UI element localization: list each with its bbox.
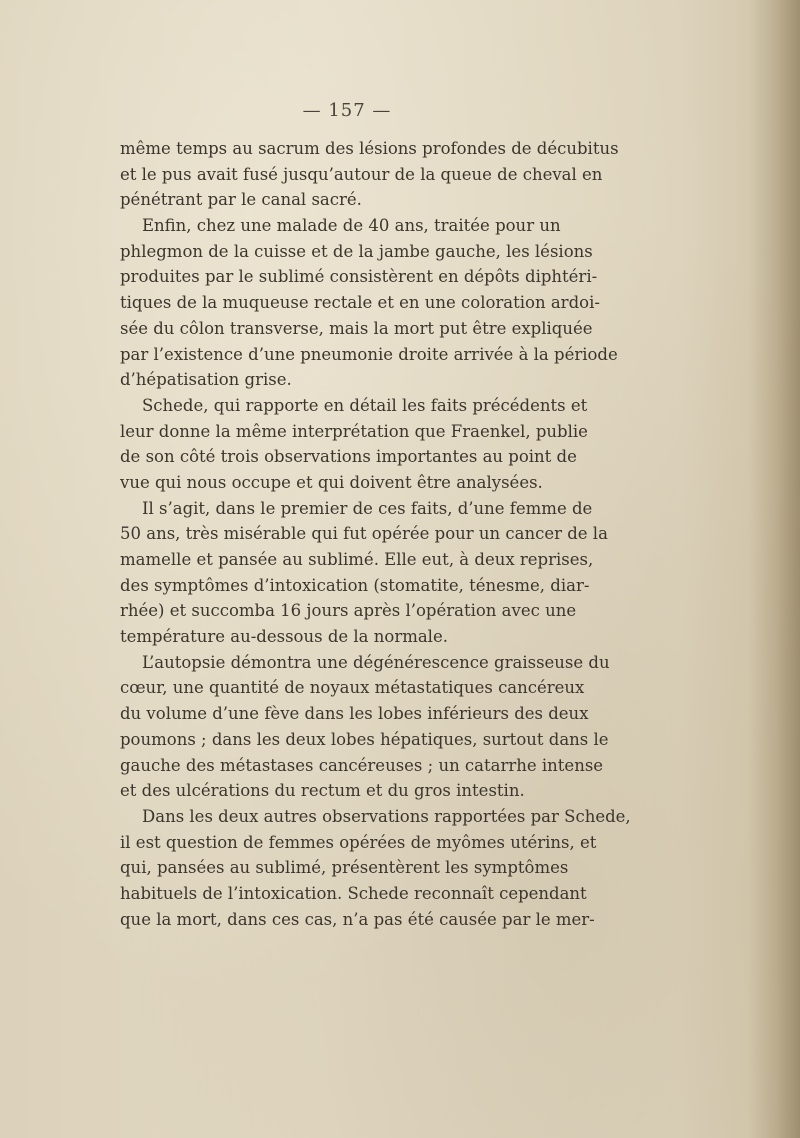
text-line: température au-dessous de la normale. <box>120 627 448 647</box>
text-line: habituels de l’intoxication. Schede reconnaît cependant <box>120 883 587 903</box>
text-line: il est question de femmes opérées de myômes utérins, et <box>120 832 597 852</box>
text-line: poumons ; dans les deux lobes hépatiques, surtout dans le <box>120 729 609 749</box>
text-line: tiques de la muqueuse rectale et en une coloration ardoi- <box>120 293 600 313</box>
text-line: même temps au sacrum des lésions profondes de décubitus <box>120 139 619 158</box>
text-line: 50 ans, très misérable qui fut opérée pour un cancer de la <box>120 524 608 544</box>
text-line: d’hépatisation grise. <box>120 370 292 390</box>
text-line: mamelle et pansée au sublimé. Elle eut, à deux reprises, <box>120 550 594 569</box>
text-line: qui, pansées au sublimé, présentèrent les symptômes <box>120 858 569 878</box>
text-line: et des ulcérations du rectum et du gros intestin. <box>120 781 525 801</box>
text-line: Enfin, chez une malade de 40 ans, traitée pour un <box>142 216 561 236</box>
text-line: cœur, une quantité de noyaux métastatiques cancéreux <box>120 678 585 698</box>
text-line: produites par le sublimé consistèrent en dépôts diphtéri- <box>120 267 598 287</box>
text-line: du volume d’une fève dans les lobes inférieurs des deux <box>120 704 589 724</box>
page-edge-shadow <box>748 0 800 1138</box>
text-line: phlegmon de la cuisse et de la jambe gauche, les lésions <box>120 241 593 261</box>
text-line: de son côté trois observations importantes au point de <box>120 447 577 467</box>
text-line: et le pus avait fusé jusqu’autour de la queue de cheval en <box>120 164 603 184</box>
text-line: L’autopsie démontra une dégénérescence graisseuse du <box>142 652 610 672</box>
text-line: Schede, qui rapporte en détail les faits précédents et <box>142 395 588 415</box>
text-line: rhée) et succomba 16 jours après l’opération avec une <box>120 601 577 621</box>
text-line: sée du côlon transverse, mais la mort put être expliquée <box>120 318 593 338</box>
text-line: Dans les deux autres observations rapportées par Schede, <box>142 806 631 826</box>
text-line: Il s’agit, dans le premier de ces faits, d’une femme de <box>142 498 593 518</box>
text-line: que la mort, dans ces cas, n’a pas été causée par le mer- <box>120 909 595 929</box>
text-line: des symptômes d’intoxication (stomatite, ténesme, diar- <box>120 575 590 595</box>
text-line: leur donne la même interprétation que Fraenkel, publie <box>120 421 588 441</box>
text-line: par l’existence d’une pneumonie droite arrivée à la période <box>120 344 618 364</box>
text-line: gauche des métastases cancéreuses ; un catarrhe intense <box>120 755 604 775</box>
body-text <box>120 136 631 932</box>
text-line: vue qui nous occupe et qui doivent être analysées. <box>120 472 543 492</box>
text-line: pénétrant par le canal sacré. <box>120 190 362 210</box>
page-number: — 157 — <box>302 100 392 121</box>
